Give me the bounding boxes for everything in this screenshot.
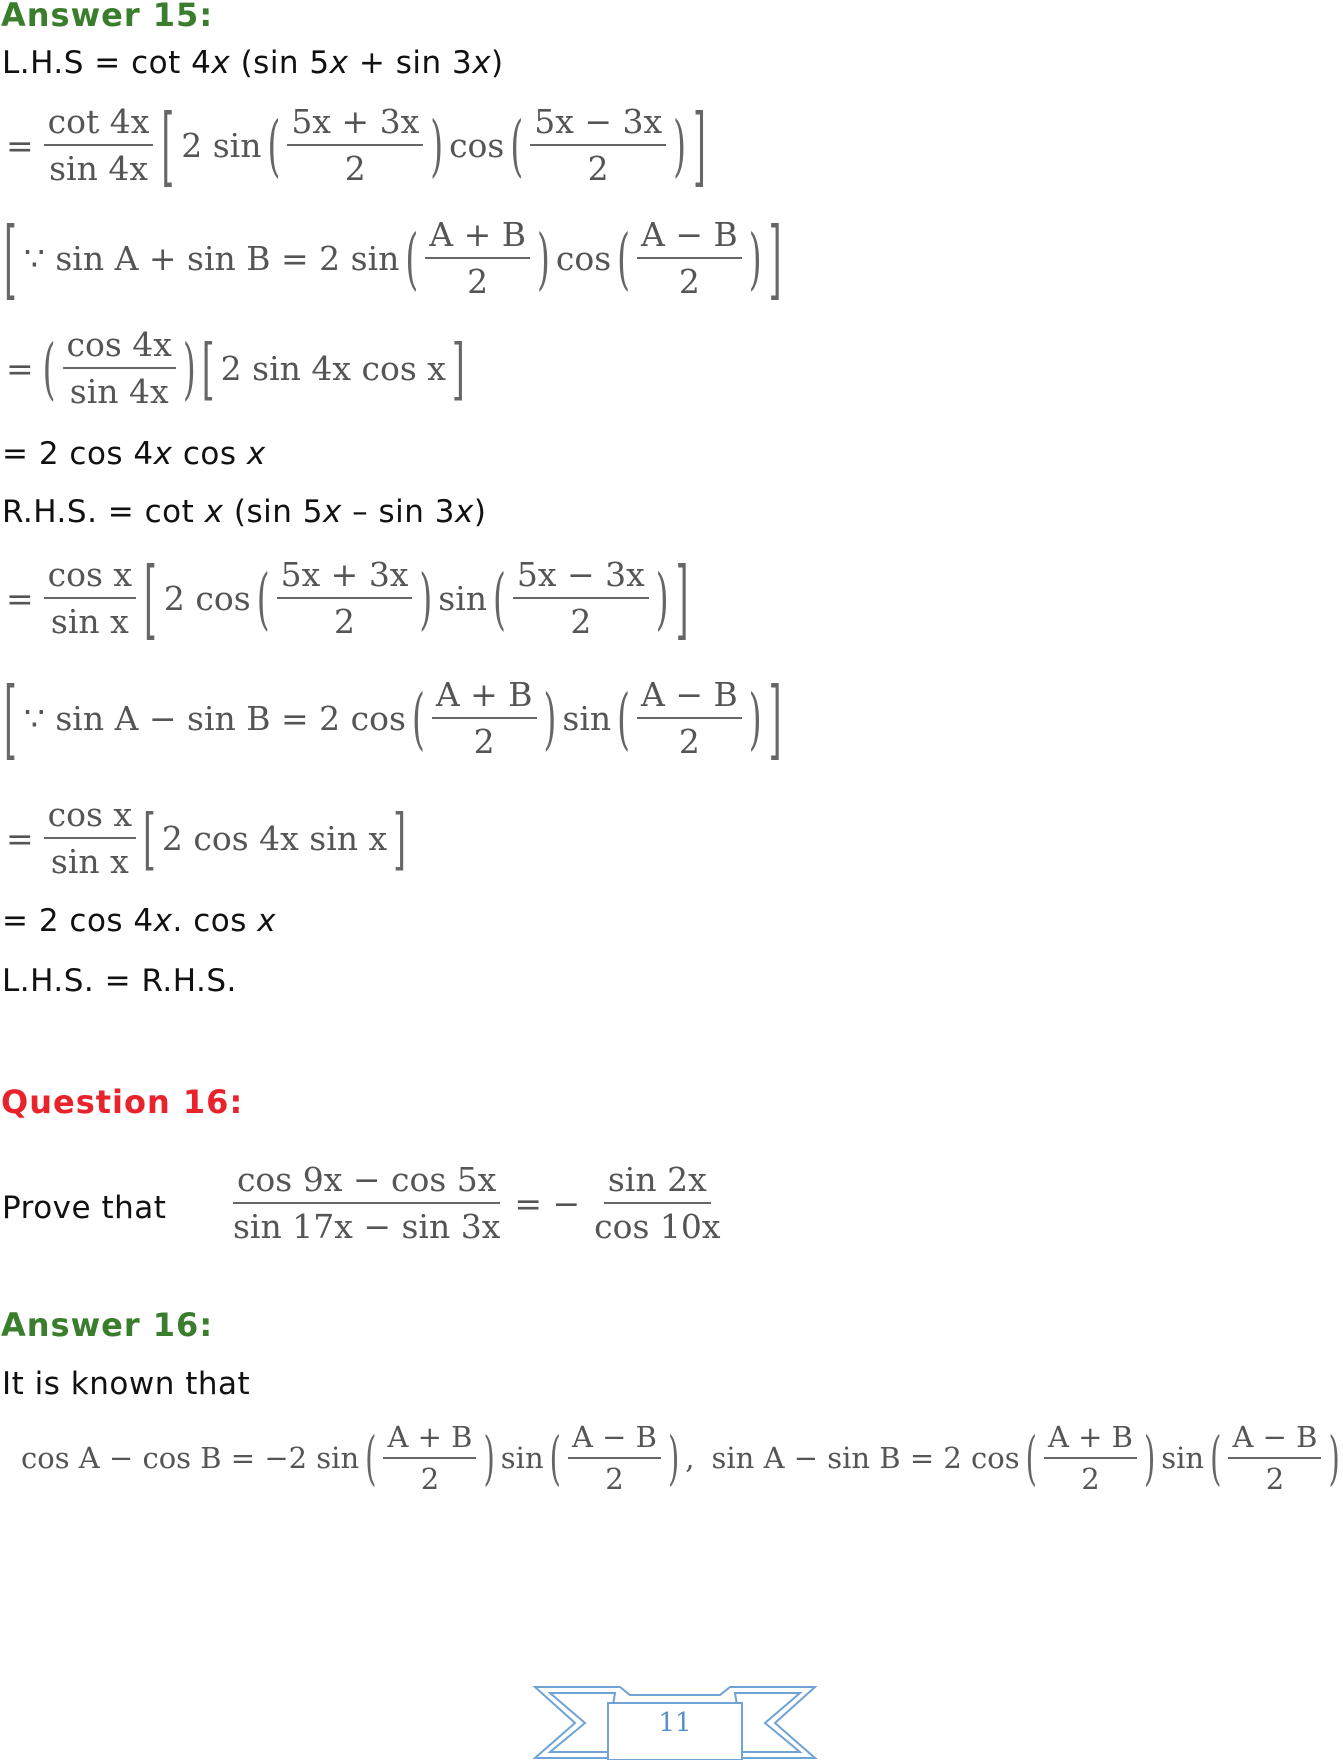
question-16-equation: $\frac{\cos 9x - \cos 5x}{\sin 17x - \sin 3x}$ = − $\frac{\sin 2x}{\cos 10x}$	[233, 1160, 721, 1246]
known-identities: cos A − cos B = −2 sin ( $\frac{A + B}{2}$ ) sin ( $\frac{A - B}{2}$ ) , sin A − sin B = 2 cos ( $\frac{A + B}{2}$ ) sin ( $\frac{A - B}{2}$ )	[21, 1420, 1340, 1496]
identity-difference-to-product: [ ∵ sin A − sin B = 2 cos ( $\frac{A + B}{2}$ ) sin ( $\frac{A - B}{2}$ ) ]	[4, 667, 782, 769]
answer-15-heading: Answer 15:	[1, 0, 214, 34]
rhs-result: = 2 cos 4x. cos x	[2, 903, 277, 939]
rhs-statement: R.H.S. = cot x (sin 5x – sin 3x)	[2, 494, 487, 530]
page-number: 11	[658, 1708, 692, 1738]
step-2-equation: = ( $\frac{\cos 4x}{\sin 4x}$ ) [ 2 sin 4x cos x ]	[6, 325, 465, 411]
question-16-heading: Question 16:	[1, 1083, 244, 1121]
lhs-statement: L.H.S = cot 4x (sin 5x + sin 3x)	[2, 45, 504, 81]
step-4-equation: = $\frac{\text{cos x}}{\text{sin x}}$ [ 2 cos 4x sin x ]	[6, 795, 406, 881]
answer-16-heading: Answer 16:	[1, 1306, 214, 1344]
lhs-result: = 2 cos 4x cos x	[2, 436, 266, 472]
badge-right-arrow	[735, 1693, 800, 1752]
question-16-prompt: Prove that	[2, 1190, 167, 1226]
badge-left-arrow	[550, 1693, 615, 1752]
step-1-equation: = $\frac{\cot 4x}{\sin 4x}$ [ 2 sin ( $\frac{5x + 3x}{2}$ ) cos ( $\frac{5x - 3x}{2}$ ) ]	[6, 94, 706, 196]
identity-sum-to-product: [ ∵ sin A + sin B = 2 sin ( $\frac{A + B}{2}$ ) cos ( $\frac{A - B}{2}$ ) ]	[4, 207, 782, 309]
step-3-equation: = $\frac{\text{cos x}}{\text{sin x}}$ [ 2 cos ( $\frac{5x + 3x}{2}$ ) sin ( $\frac{5x - 3x}{2}$ ) ]	[6, 547, 689, 649]
answer-16-intro: It is known that	[2, 1366, 251, 1402]
conclusion: L.H.S. = R.H.S.	[2, 963, 237, 999]
